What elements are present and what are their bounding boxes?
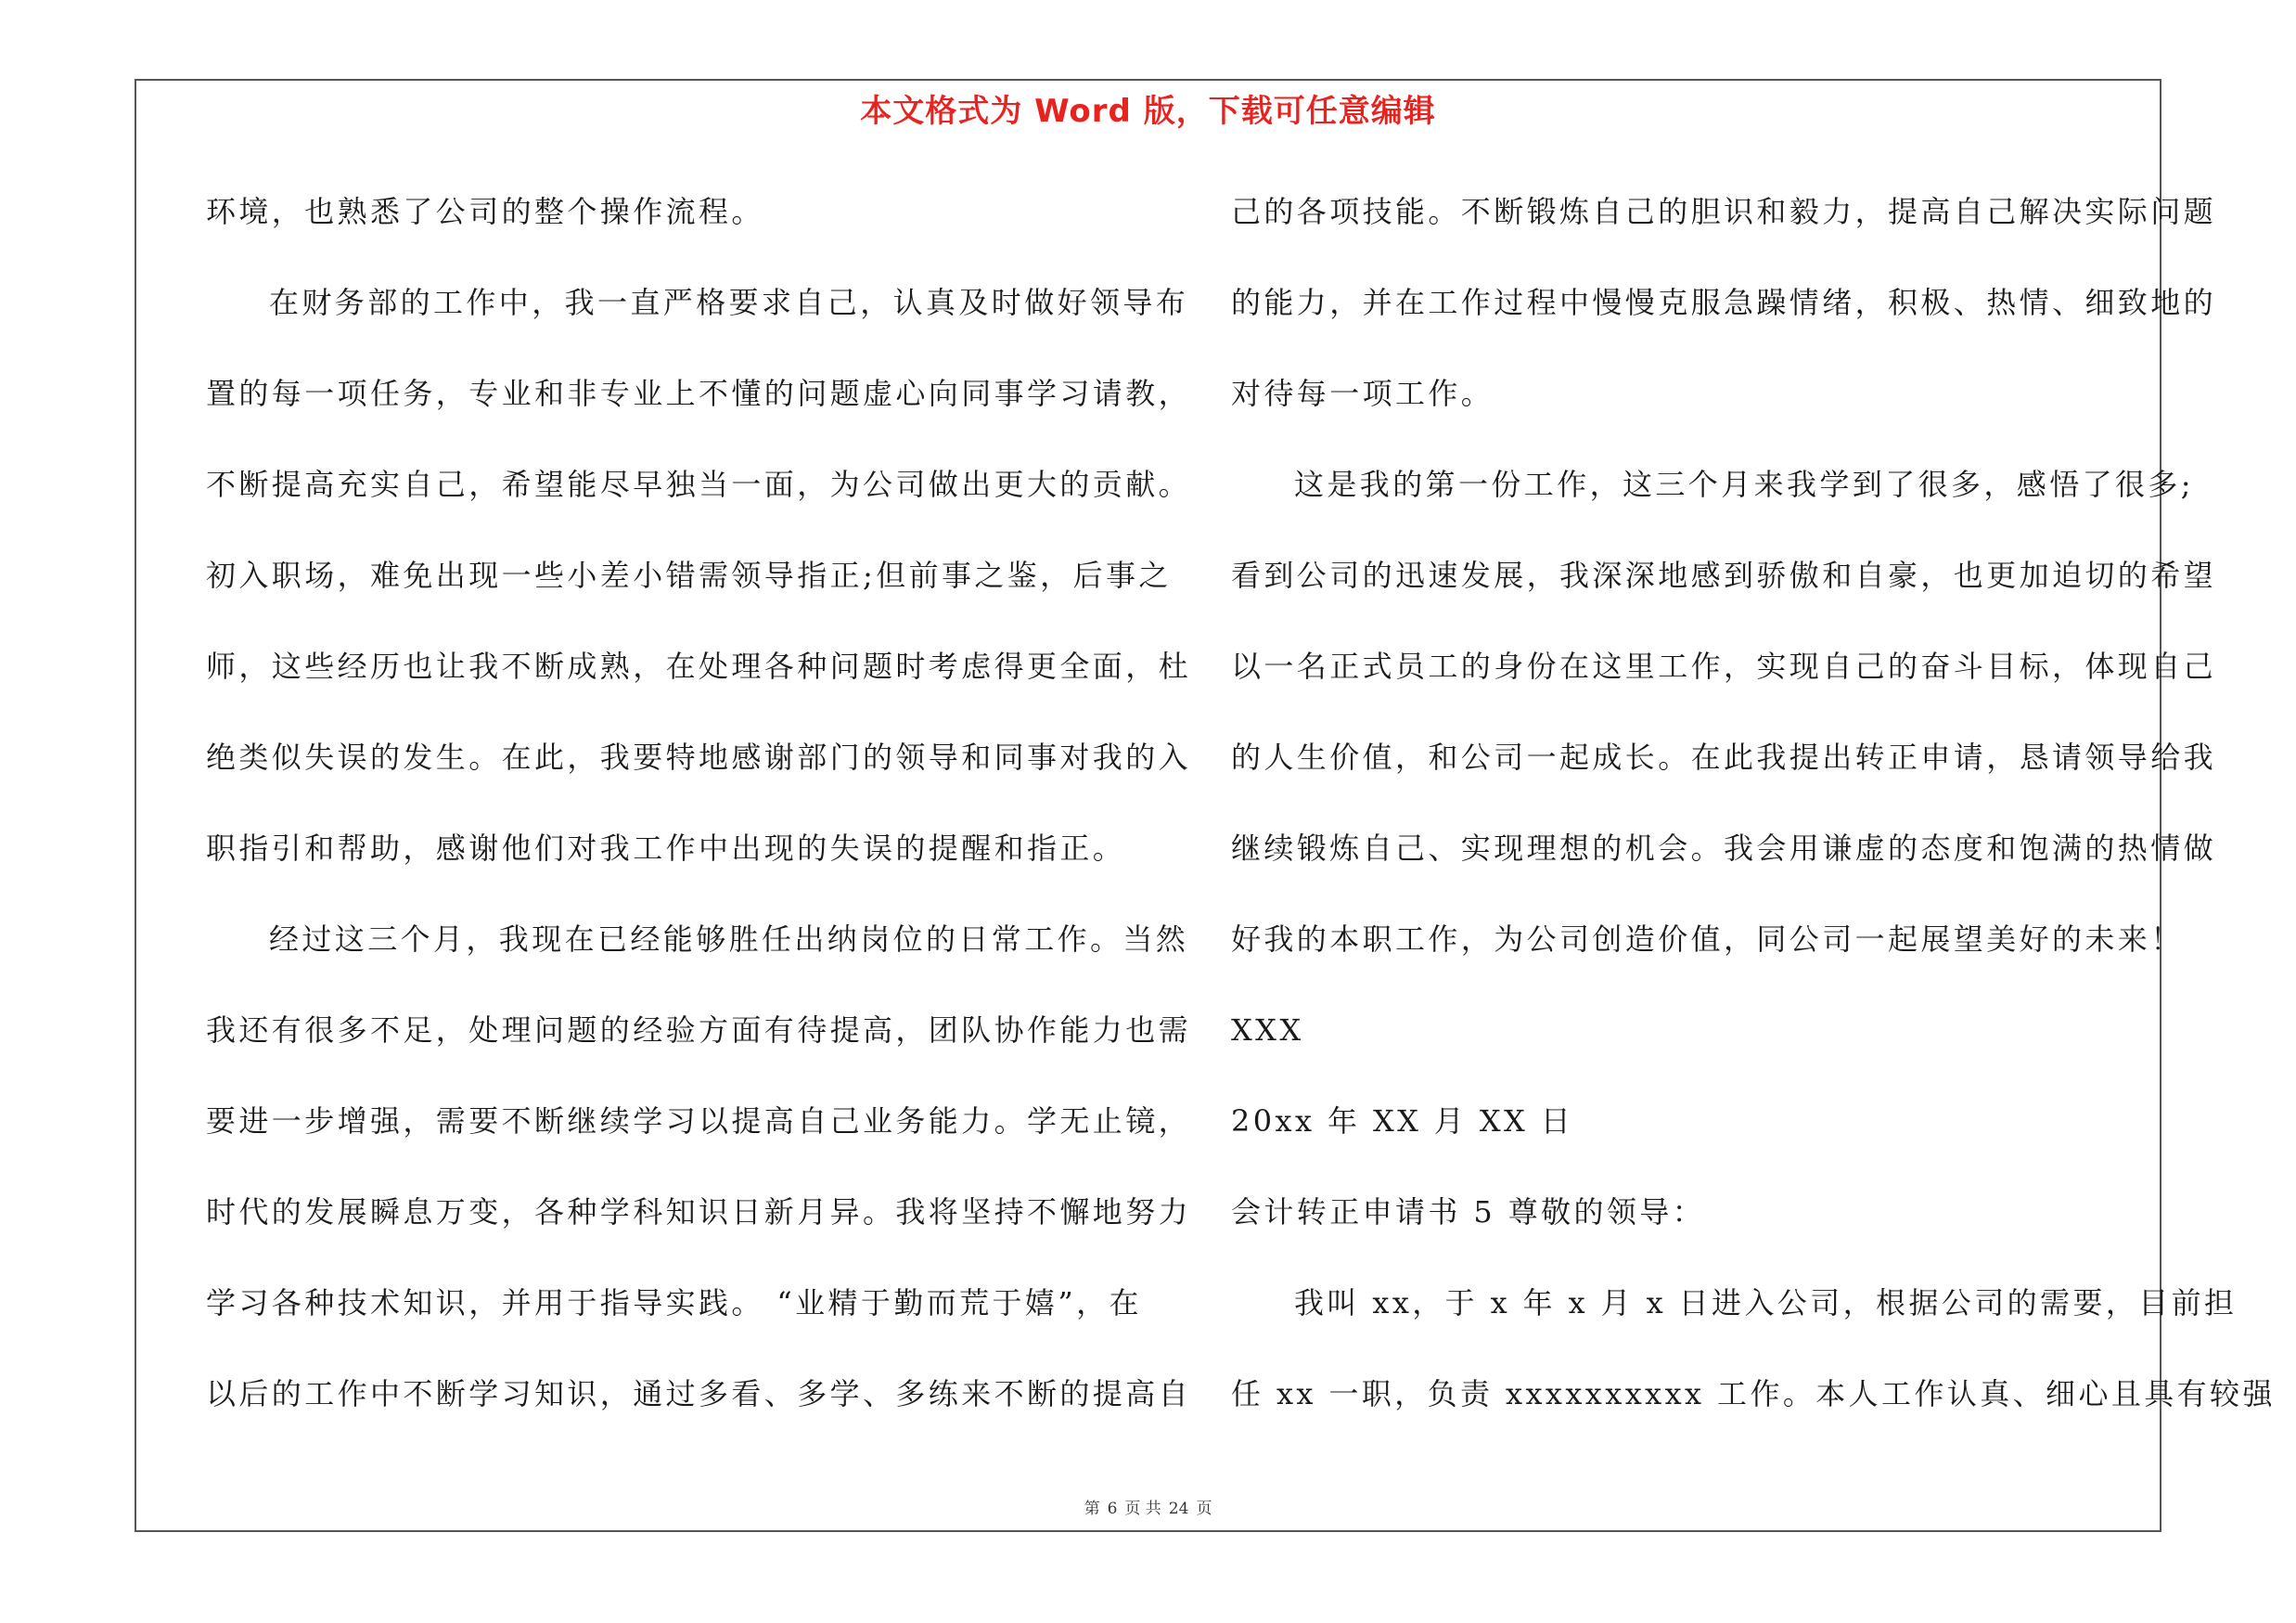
text-line: 我叫 xx，于 x 年 x 月 x 日进入公司，根据公司的需要，目前担 [1294, 1285, 2238, 1320]
footer-prefix: 第 [1084, 1500, 1100, 1518]
text-line: XXX [1231, 1012, 1304, 1048]
word-format-banner: 本文格式为 Word 版，下载可任意编辑 [860, 93, 1436, 130]
footer-suffix: 页 [1196, 1500, 1212, 1518]
text-line: 师，这些经历也让我不断成熟，在处理各种问题时考虑得更全面，杜 [206, 649, 1192, 684]
text-line: 的人生价值，和公司一起成长。在此我提出转正申请，恳请领导给我 [1231, 740, 2217, 775]
text-line: 职指引和帮助，感谢他们对我工作中出现的失误的提醒和指正。 [206, 831, 1126, 866]
text-line: 环境，也熟悉了公司的整个操作流程。 [206, 194, 764, 229]
text-line: 绝类似失误的发生。在此，我要特地感谢部门的领导和同事对我的入 [206, 740, 1192, 775]
text-line: 不断提高充实自己，希望能尽早独当一面，为公司做出更大的贡献。 [206, 467, 1192, 502]
text-line: 我还有很多不足，处理问题的经验方面有待提高，团队协作能力也需 [206, 1012, 1192, 1048]
text-line: 看到公司的迅速发展，我深深地感到骄傲和自豪，也更加迫切的希望 [1231, 558, 2217, 593]
text-line: 20xx 年 XX 月 XX 日 [1231, 1103, 1574, 1139]
text-line: 时代的发展瞬息万变，各种学科知识日新月异。我将坚持不懈地努力 [206, 1194, 1192, 1230]
footer-current-page: 6 [1107, 1500, 1118, 1518]
text-line: 要进一步增强，需要不断继续学习以提高自己业务能力。学无止镜， [206, 1103, 1192, 1139]
text-line: 对待每一项工作。 [1231, 376, 1494, 411]
text-line: 以后的工作中不断学习知识，通过多看、多学、多练来不断的提高自 [206, 1376, 1192, 1411]
left-text-column [206, 184, 1192, 1457]
page-number-footer [0, 1495, 2296, 1518]
text-line: 经过这三个月，我现在已经能够胜任出纳岗位的日常工作。当然 [269, 921, 1189, 957]
text-line: 学习各种技术知识，并用于指导实践。 “业精于勤而荒于嬉”，在 [206, 1285, 1142, 1320]
text-line: 以一名正式员工的身份在这里工作，实现自己的奋斗目标，体现自己 [1231, 649, 2217, 684]
right-text-column [1231, 184, 2276, 1457]
text-line: 好我的本职工作，为公司创造价值，同公司一起展望美好的未来！ [1231, 921, 2184, 957]
text-line: 任 xx 一职，负责 xxxxxxxxxx 工作。本人工作认真、细心且具有较强 [1231, 1376, 2276, 1411]
text-line: 置的每一项任务，专业和非专业上不懂的问题虚心向同事学习请教， [206, 376, 1192, 411]
footer-middle: 页 共 [1124, 1500, 1161, 1518]
text-line: 在财务部的工作中，我一直严格要求自己，认真及时做好领导布 [269, 285, 1189, 320]
footer-total-pages: 24 [1168, 1500, 1189, 1518]
text-line: 这是我的第一份工作，这三个月来我学到了很多，感悟了很多; [1294, 467, 2194, 502]
text-line: 继续锻炼自己、实现理想的机会。我会用谦虚的态度和饱满的热情做 [1231, 831, 2217, 866]
text-line: 己的各项技能。不断锻炼自己的胆识和毅力，提高自己解决实际问题 [1231, 194, 2217, 229]
text-line: 初入职场，难免出现一些小差小错需领导指正;但前事之鉴，后事之 [206, 558, 1172, 593]
text-line: 的能力，并在工作过程中慢慢克服急躁情绪，积极、热情、细致地的 [1231, 285, 2217, 320]
text-line: 会计转正申请书 5 尊敬的领导： [1231, 1194, 1706, 1230]
